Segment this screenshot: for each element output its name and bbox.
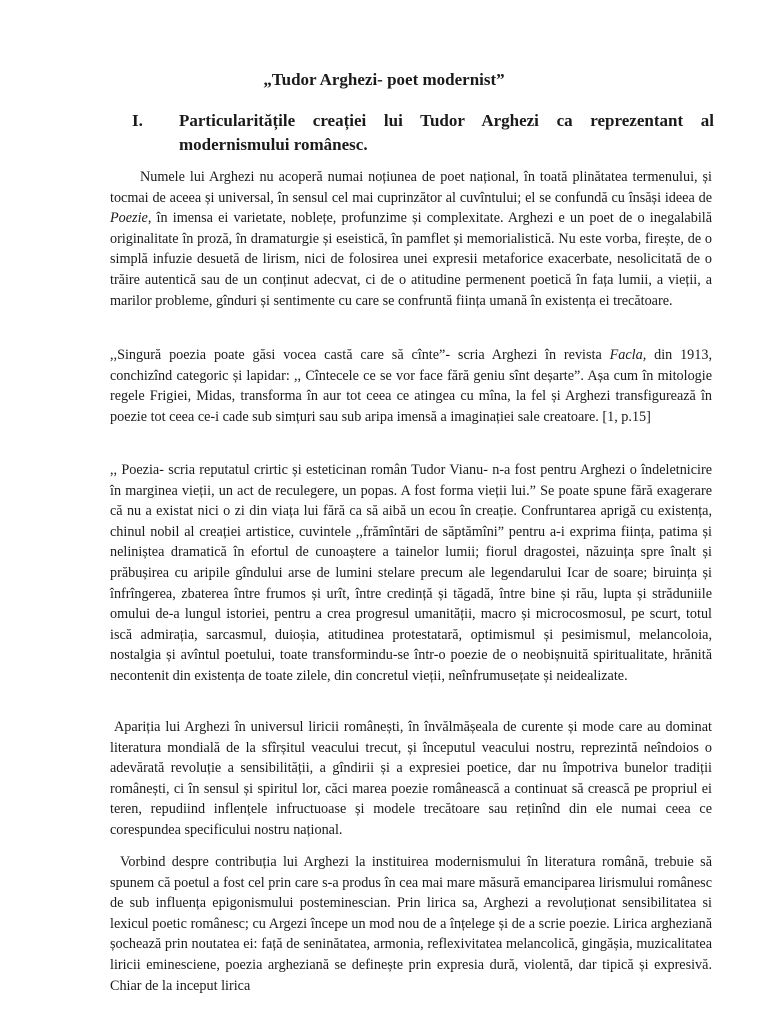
paragraph-2-text-b: din 1913, conchizînd categoric și lapidar: ,, Cîntecele ce se vor face fără geniu sînt deșarte”. Așa cum în mitologie regele Frigiei, Midas, transforma în aur tot ceea ce atingea cu mîna, la fel și Arghezi transfigurează în poezie tot ceea ce-i cade sub simțuri sau sub aripa imensă a imaginației sale creatoare. [1, p.15]: [110, 347, 712, 425]
section-heading: [132, 109, 714, 157]
paragraph-2-emphasis: Facla,: [609, 347, 647, 363]
paragraph-2: [110, 345, 712, 427]
paragraph-2-text-a: ,,Singură poezia poate găsi vocea castă care să cînte”- scria Arghezi în revista: [110, 347, 610, 363]
paragraph-5: Vorbind despre contribuția lui Arghezi la instituirea modernismului în literatura română, trebuie să spunem că poetul a fost cel prin care s-a produs în cea mai mare măsură emanciparea lirismului românesc de sub influența epigonismului posteminescian. Prin lirica sa, Arghezi a revoluționat sensibilitatea si lexicul poetic românesc; cu Argezi începe un mod nou de a înțelege și de a scrie poezie. Lirica argheziană șochează prin noutatea ei: față de seninătatea, armonia, reflexivitatea melancolică, gingășia, muzicalitatea liricii eminesciene, poezia argheziană se definește prin expresia dură, violentă, dar tipică și expresivă. Chiar de la inceput lirica: [110, 854, 712, 994]
paragraph-4: Apariția lui Arghezi în universul liricii românești, în învălmășeala de curente și mode care au dominat literatura mondială de la sfîrșitul veacului trecut, și începutul veacului nostru, reprezintă neîndoios o adevărată revoluție a sensibilității, a gîndirii și a expresiei poetice, dar nu împotriva bunelor tradiții românești, ci în sensul și spiritul lor, căci marea poezie românească a continuat să crească pe propriul ei teren, repudiind inflențele infructuoase și modele trecătoare sau reținînd din ele numai ceea ce corespundea specificului nostru național.: [110, 719, 712, 838]
paragraph-1: [110, 167, 712, 311]
paragraph-1-text-a: Numele lui Arghezi nu acoperă numai noțiunea de poet național, în toată plinătatea termenului, și tocmai de aceea și universal, în sensul cel mai cuprinzător al cuvîntului; el se confundă cu însăși ideea de: [110, 169, 712, 206]
paragraph-3: ,, Poezia- scria reputatul crirtic și esteticinan român Tudor Vianu- n-a fost pentru Arghezi o îndeletnicire în marginea vieții, un act de reculegere, un popas. A fost forma vieții lui.” Se poate spune fără exagerare că nu a existat nici o zi din viața lui fără ca să aibă un ecou în creație. Confruntarea aprigă cu existența, chinul nobil al creației artistice, cuvintele ,,frămîntări de săptămîni” pentru a-i exprima ființa, patima și neliniștea dramatică în efortul de cunoaștere a tainelor lumii; fiorul dragostei, năzuința spre înalt și prăbușirea cu aripile gîndului arse de lumini stelare precum ale legendarului Icar de soare; biruința și înfrîngerea, zbaterea între frumos și urît, între credință și tăgadă, între bine și rău, lupta și străduniile omului de-a lungul istoriei, pentru a crea progresul umanității, macro și microcosmosul, pe scurt, totul iscă admirația, sarcasmul, duioșia, atitudinea protestatară, optimismul și pesimismul, melancoloia, nostalgia și avîntul poetului, toate transformindu-se într-o poezie de o neobișnuită spiritualitate, hrănită necontenit din existența de toate zilele, din concretul vieții, neînfrumusețate și neidealizate.: [110, 462, 712, 684]
document-title: „Tudor Arghezi- poet modernist”: [263, 70, 505, 89]
section-heading-text: Particularitățile creației lui Tudor Arghezi ca reprezentant al modernismului românesc.: [179, 111, 714, 154]
paragraph-1-emphasis: Poezie: [110, 210, 148, 227]
section-number: I.: [132, 111, 143, 130]
paragraph-1-text-b: , în imensa ei varietate, noblețe, profunzime și complexitate. Arghezi e un poet de o inegalabilă originalitate în proză, în dramaturgie și eseistică, în pamflet și memorialistică. Nu este vorba, firește, de o simplă infuzie desuetă de lirism, nici de folosirea unei expresii metaforice exacerbate, nesolicitată de o trăire autentică sau de un conținut adecvat, ci de o atitudine permenent poetică în fața lumii, a vieții, a marilor probleme, gînduri și sentimente cu care se confruntă ființa umană în existența ei trecătoare.: [110, 210, 712, 309]
